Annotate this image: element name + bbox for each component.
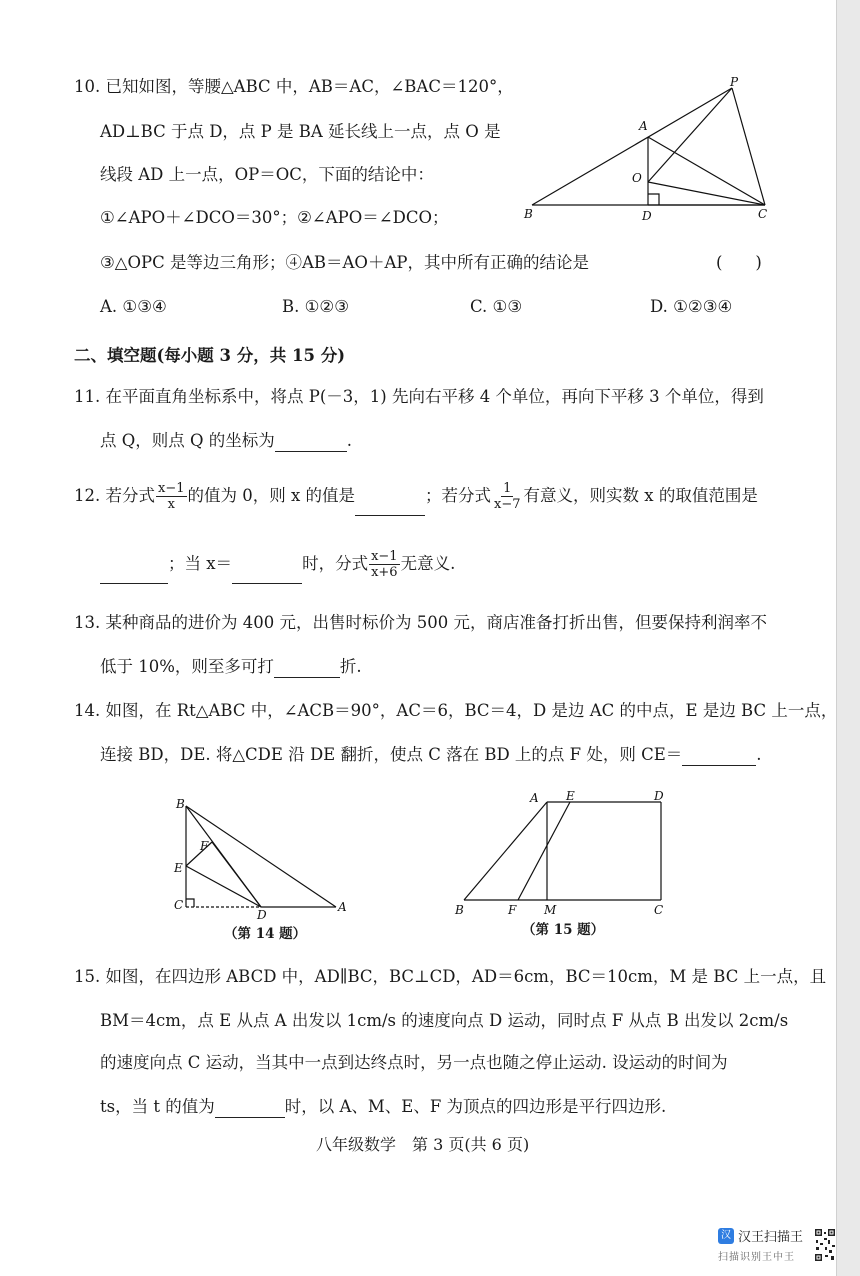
right-angle-mark <box>648 194 659 205</box>
q10-figure <box>520 76 780 226</box>
q15-text-a: ts，当 t 的值为 <box>100 1097 215 1116</box>
label-o: O <box>632 171 642 185</box>
q15-text-b: 时，以 A、M、E、F 为顶点的四边形是平行四边形. <box>284 1097 667 1116</box>
frac3-denominator: x+6 <box>371 565 398 580</box>
q10-line-2: AD⊥BC 于点 D，点 P 是 BA 延长线上一点，点 O 是 <box>100 122 501 141</box>
q10-line-1: 10. 已知如图，等腰△ABC 中，AB＝AC，∠BAC＝120°， <box>74 77 514 96</box>
q12-text-e: ；当 x＝ <box>168 554 233 573</box>
label-a: A <box>530 791 539 805</box>
frac1-denominator: x <box>167 497 175 512</box>
label-p: P <box>730 76 739 89</box>
q10-line-3: 线段 AD 上一点，OP＝OC，下面的结论中： <box>100 165 434 184</box>
segment-ac <box>648 137 765 205</box>
segment-ef <box>518 802 570 900</box>
q13-line-1: 13. 某种商品的进价为 400 元，出售时标价为 500 元，商店准备打折出售，但要保持利润率不 <box>74 613 767 632</box>
q12-fraction-2 <box>492 481 523 512</box>
segment-ba <box>186 806 336 907</box>
q10-line-4: ①∠APO＋∠DCO＝30°；②∠APO＝∠DCO； <box>100 208 449 227</box>
q15-figure <box>452 788 682 918</box>
q13-line-2 <box>100 656 362 678</box>
q12-line-2 <box>100 544 455 584</box>
q10-line-5: ③△OPC 是等边三角形；④AB＝AO＋AP，其中所有正确的结论是 <box>100 253 589 272</box>
label-e: E <box>174 861 183 875</box>
q11-text: 点 Q，则点 Q 的坐标为 <box>100 431 275 450</box>
q13-text: 低于 10%，则至多可打 <box>100 657 274 676</box>
label-c: C <box>174 898 184 912</box>
section-2-heading: 二、填空题(每小题 3 分，共 15 分) <box>74 346 346 365</box>
q12-text-c: ；若分式 <box>425 486 492 505</box>
q15-answer-blank[interactable] <box>215 1099 285 1118</box>
q12-answer-blank-2[interactable] <box>100 565 168 584</box>
segment-pc <box>732 88 765 205</box>
segment-op <box>648 88 732 182</box>
q11-period: . <box>346 431 353 450</box>
label-c: C <box>654 903 664 917</box>
frac1-numerator: x−1 <box>158 481 185 496</box>
q10-option-b: B. ①②③ <box>282 297 349 316</box>
q14-answer-blank[interactable] <box>682 747 756 766</box>
q10-option-d: D. ①②③④ <box>650 297 733 316</box>
scanner-watermark <box>718 1226 833 1266</box>
q15-line-3: 的速度向点 C 运动，当其中一点到达终点时，另一点也随之停止运动. 设运动的时间为 <box>100 1053 728 1072</box>
label-d: D <box>257 908 267 922</box>
q15-line-4 <box>100 1096 666 1118</box>
label-a: A <box>639 119 648 133</box>
label-c: C <box>758 207 768 221</box>
label-f: F <box>200 839 209 853</box>
scanner-logo-icon: 汉 <box>718 1228 734 1244</box>
label-a: A <box>338 900 347 914</box>
q11-line-1: 11. 在平面直角坐标系中，将点 P(－3，1) 先向右平移 4 个单位，再向下平移 3 个单位，得到 <box>74 387 764 406</box>
q10-answer-paren: ( ) <box>716 253 762 272</box>
q15-line-1: 15. 如图，在四边形 ABCD 中，AD∥BC，BC⊥CD，AD＝6cm，BC＝10cm，M 是 BC 上一点，且 <box>74 967 827 986</box>
page-footer: 八年级数学 第 3 页(共 6 页) <box>316 1135 530 1154</box>
q12-fraction-3 <box>369 549 400 580</box>
scanner-slogan: 扫描识别王中王 <box>718 1252 795 1263</box>
frac2-denominator: x−7 <box>494 497 521 512</box>
segment-oc <box>648 182 765 205</box>
q12-fraction-1 <box>156 481 187 512</box>
qr-code-icon <box>814 1228 836 1262</box>
q11-line-2 <box>100 430 352 452</box>
q13-suffix: 折. <box>339 657 362 676</box>
frac2-numerator: 1 <box>503 481 512 496</box>
scanner-app-name: 汉王扫描王 <box>738 1230 804 1245</box>
segment-ed <box>186 866 261 907</box>
q14-text: 连接 BD，DE. 将△CDE 沿 DE 翻折，使点 C 落在 BD 上的点 F 处，则 CE＝ <box>100 745 683 764</box>
label-m: M <box>544 903 557 917</box>
q14-figure <box>168 792 358 922</box>
label-d: D <box>654 789 664 803</box>
right-angle-mark <box>186 899 194 907</box>
q13-answer-blank[interactable] <box>274 659 340 678</box>
q12-text-b: 的值为 0，则 x 的值是 <box>187 486 356 505</box>
segment-ab <box>464 802 547 900</box>
label-f: F <box>508 903 517 917</box>
q12-text-f: 时，分式 <box>302 554 369 573</box>
q12-text-g: 无意义. <box>400 554 456 573</box>
q10-option-c: C. ①③ <box>470 297 523 316</box>
scan-edge <box>836 0 860 1276</box>
q12-line-1 <box>74 476 758 516</box>
q14-period: . <box>756 745 762 764</box>
segment-bp <box>532 88 732 205</box>
q12-answer-blank-3[interactable] <box>232 565 302 584</box>
label-b: B <box>524 207 533 221</box>
label-d: D <box>642 209 652 223</box>
frac3-numerator: x−1 <box>371 549 398 564</box>
label-b: B <box>455 903 464 917</box>
q14-line-1: 14. 如图，在 Rt△ABC 中，∠ACB＝90°，AC＝6，BC＝4，D 是边 AC 的中点，E 是边 BC 上一点， <box>74 701 838 720</box>
q12-text-a: 12. 若分式 <box>74 486 155 505</box>
q10-option-a: A. ①③④ <box>100 297 167 316</box>
q15-line-2: BM＝4cm，点 E 从点 A 出发以 1cm/s 的速度向点 D 运动，同时点 F 从点 B 出发以 2cm/s <box>100 1011 789 1030</box>
q12-answer-blank-1[interactable] <box>355 497 425 516</box>
q12-text-d: 有意义，则实数 x 的取值范围是 <box>523 486 758 505</box>
label-b: B <box>176 797 185 811</box>
q14-caption: （第 14 题） <box>224 926 307 942</box>
q14-line-2 <box>100 744 762 766</box>
label-e: E <box>566 789 575 803</box>
q15-caption: （第 15 题） <box>522 922 605 938</box>
q11-answer-blank[interactable] <box>275 433 347 452</box>
